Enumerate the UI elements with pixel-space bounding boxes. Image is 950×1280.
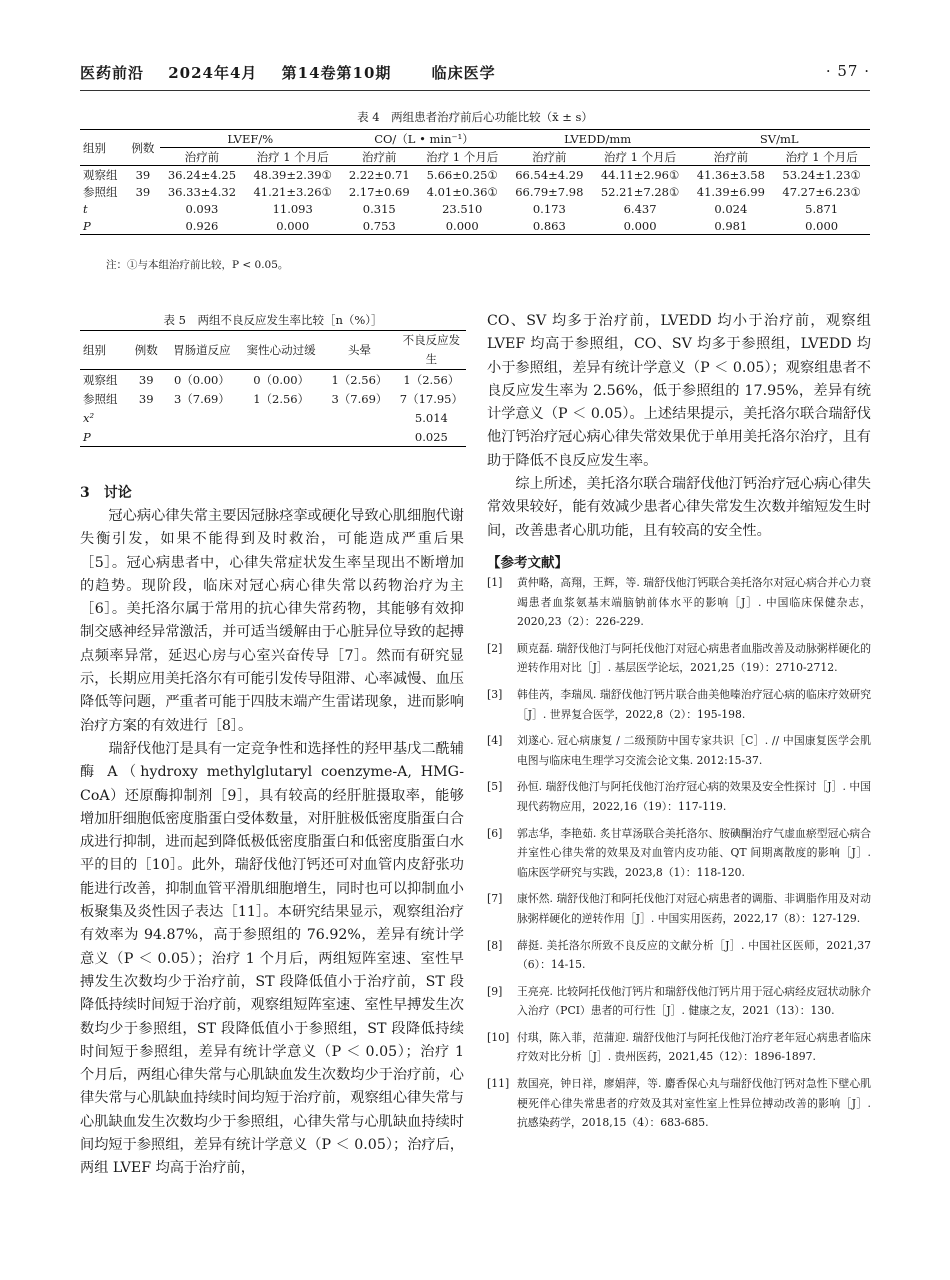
table-cell (126, 217, 159, 235)
table-cell: 0.093 (185, 201, 219, 216)
table-cell: P (80, 427, 129, 447)
paragraph: 冠心病心律失常主要因冠脉痉挛或硬化导致心肌细胞代谢失衡引发，如果不能得到及时救治，可能造成严重后果［5］。冠心病患者中，心律失常症状发生率呈现出不断增加的趋势。现阶段，临床对冠心病心律失常以药物治疗为主［6］。美托洛尔属于常用的抗心律失常药物，其能够有效抑制交感神经异常激活，并可适当缓解由于心脏异位导致的起搏点频率异常，延迟心房与心室兴奋传导［7］。然而有研究显示，长期应用美托洛尔有可能引发传导阻滞、心率减慢、血压降低等问题，严重者可能于四肢末端产生雷诺现象，进而影响治疗方案的有效进行［8］。 (80, 508, 464, 734)
reference-text: 韩佳芮，李瑞凤. 瑞舒伐他汀钙片联合曲美他嗪治疗冠心病的临床疗效研究［J］. 世界复合医学，2022,8（2）：195-198. (517, 687, 871, 721)
reference-number: [8] (487, 938, 503, 952)
table-cell: 66.54±4.29 (515, 167, 584, 182)
table-cell: 1（2.56） (403, 372, 460, 387)
reference-item (487, 982, 871, 1021)
table-cell: 39 (135, 184, 151, 199)
table-cell (164, 427, 240, 447)
table-cell: P (80, 217, 126, 235)
table-cell: 23.510 (442, 201, 483, 216)
table-row (80, 217, 870, 235)
table-cell: 1（2.56） (253, 391, 310, 406)
table-cell: 48.39±2.39① (253, 167, 332, 182)
reference-item (487, 936, 871, 975)
table-cell: 41.21±3.26① (253, 184, 332, 199)
table-row (80, 389, 466, 408)
table-cell (126, 200, 159, 217)
reference-text: 薛挺. 美托洛尔所致不良反应的文献分析［J］. 中国社区医师，2021,37（6）：14-15. (517, 938, 871, 972)
table-cell: 参照组 (83, 184, 118, 199)
table-cell: 0.000 (244, 217, 341, 235)
table-cell (322, 427, 397, 447)
table5-header: 头晕 (322, 331, 397, 370)
table-cell: 6.437 (623, 201, 657, 216)
table-cell: 观察组 (83, 167, 118, 182)
table-cell (164, 408, 240, 427)
reference-item (487, 824, 871, 883)
table-cell: 0.753 (341, 217, 417, 235)
table-cell: 0.000 (773, 217, 870, 235)
table-cell: 66.79±7.98 (515, 184, 584, 199)
paragraph: 瑞舒伐他汀是具有一定竞争性和选择性的羟甲基戊二酰辅酶 A（hydroxy methylglutaryl coenzyme-A, HMG-CoA）还原酶抑制剂［9］，具有较高的经肝脏摄取率，能够增加肝细胞低密度脂蛋白受体数量，对肝脏极低密度脂蛋白合成进行抑制，进而起到降低极低密度脂蛋白和低密度脂蛋白水平的目的［10］。此外，瑞舒伐他汀钙还可对血管内皮舒张功能进行改善，抑制血管平滑肌细胞增生，同时也可以抑制血小板聚集及炎性因子表达［11］。本研究结果显示，观察组治疗有效率为 94.87%，高于参照组的 76.92%，差异有统计学意义（P ＜ 0.05）；治疗 1 个月后，两组短阵室速、室性早搏发生次数均少于治疗前，ST 段降低值小于治疗前，ST 段降低持续时间短于治疗前，观察组短阵室速、室性早搏发生次数均少于参照组，ST 段降低值小于参照组，ST 段降低持续时间短于参照组，差异有统计学意义（P ＜ 0.05）；治疗 1 个月后，两组心律失常与心肌缺血发生次数均少于治疗前，心律失常与心肌缺血持续时间均短于治疗前，观察组心律失常与心肌缺血发生次数均少于参照组，心律失常与心肌缺血持续时间均短于参照组，差异有统计学意义（P ＜ 0.05）；治疗后，两组 LVEF 均高于治疗前， (80, 740, 464, 1177)
table-row (80, 370, 466, 390)
reference-number: [2] (487, 641, 503, 655)
issue-date: 2024年4月 (168, 64, 258, 82)
discussion-right-column (487, 310, 871, 543)
reference-text: 郭志华，李艳茹. 炙甘草汤联合美托洛尔、胺碘酮治疗气虚血瘀型冠心病合并室性心律失常的效果及对血管内皮功能、QT 间期离散度的影响［J］. 临床医学研究与实践，2023,8（1）：118-120. (517, 826, 871, 879)
table-cell: 44.11±2.96① (600, 167, 680, 182)
reference-text: 付琪，陈入菲，范蒲迎. 瑞舒伐他汀与阿托伐他汀治疗老年冠心病患者临床疗效对比分析［J］. 贵州医药，2021,45（12）：1896-1897. (517, 1030, 871, 1064)
reference-number: [5] (487, 780, 503, 794)
table-cell: 0（0.00） (173, 372, 230, 387)
table-cell: 5.871 (805, 201, 839, 216)
table-cell: 0.000 (592, 217, 689, 235)
reference-number: [9] (487, 984, 503, 998)
table-cell: 0.863 (507, 217, 592, 235)
table-cell (129, 408, 164, 427)
header-rule (80, 90, 870, 91)
table4-header-metric: SV/mL (688, 130, 870, 148)
table-cell: 39 (135, 167, 151, 182)
reference-item (487, 573, 871, 632)
reference-item (487, 685, 871, 724)
reference-item (487, 777, 871, 816)
section-title: 3 讨论 (80, 485, 132, 501)
table-cell (240, 427, 322, 447)
reference-number: [10] (487, 1030, 510, 1044)
table-cell: 36.24±4.25 (167, 167, 237, 182)
paragraph: 综上所述，美托洛尔联合瑞舒伐他汀钙治疗冠心病心律失常效果较好，能有效减少患者心律失常发生次数并缩短发生时间，改善患者心肌功能，且有较高的安全性。 (487, 476, 871, 539)
reference-text: 康怀然. 瑞舒伐他汀和阿托伐他汀对冠心病患者的调脂、非调脂作用及对动脉粥样硬化的逆转作用［J］. 中国实用医药，2022,17（8）：127-129. (517, 892, 871, 925)
table-cell: 1（2.56） (331, 372, 388, 387)
table4-header-metric: CO/（L • min⁻¹） (341, 130, 507, 148)
table-cell: 0.926 (160, 217, 245, 235)
reference-text: 敖国亮，钟日祥，廖娟萍，等. 麝香保心丸与瑞舒伐他汀钙对急性下壁心肌梗死伴心律失常患者的疗效及其对室性室上性异位搏动改善的影响［J］. 抗感染药学，2018,15（4）：683-685. (517, 1077, 871, 1130)
table-cell: 0（0.00） (253, 372, 310, 387)
table-cell: 5.66±0.25① (426, 167, 498, 182)
table-cell: t (83, 201, 88, 216)
table-cell: 11.093 (272, 201, 313, 216)
reference-text: 刘遂心. 冠心病康复 / 二级预防中国专家共识［C］. // 中国康复医学会肌电图与临床电生理学习交流会论文集. 2012:15-37. (517, 734, 871, 767)
table4-caption: 表 4 两组患者治疗前后心功能比较（x̄ ± s） (357, 110, 593, 124)
table-row (80, 427, 466, 447)
table-cell: x² (83, 410, 95, 425)
table4 (80, 129, 870, 235)
table-cell (129, 427, 164, 447)
table5-caption: 表 5 两组不良反应发生率比较［n（%）］ (163, 313, 383, 327)
table5-header: 组别 (80, 331, 129, 370)
discussion-left-column (80, 505, 464, 1181)
table-cell: 0.000 (418, 217, 507, 235)
table-cell (240, 408, 322, 427)
reference-number: [6] (487, 826, 503, 840)
table-cell: 0.315 (362, 201, 396, 216)
reference-number: [7] (487, 892, 503, 906)
table-cell: 2.17±0.69 (348, 184, 410, 199)
references-title: 【参考文献】 (487, 555, 568, 571)
table4-subheader: 治疗前 (688, 148, 773, 166)
table-row (80, 183, 870, 200)
table4-subheader: 治疗 1 个月后 (244, 148, 341, 166)
table4-header-group: 组别 (80, 130, 126, 166)
table5-header: 不良反应发生 (397, 331, 466, 370)
table-cell: 3（7.69） (173, 391, 230, 406)
table4-subheader: 治疗 1 个月后 (418, 148, 507, 166)
page-number: · 57 · (825, 62, 870, 80)
table-cell: 41.39±6.99 (696, 184, 765, 199)
table-cell: 39 (138, 372, 154, 387)
table4-header-metric: LVEDD/mm (507, 130, 689, 148)
table4-subheader: 治疗前 (341, 148, 417, 166)
table5-header: 例数 (129, 331, 164, 370)
table-cell: 39 (138, 391, 154, 406)
table5-header: 窦性心动过缓 (240, 331, 322, 370)
table4-subheader: 治疗前 (507, 148, 592, 166)
volume-issue: 第14卷第10期 (281, 64, 392, 82)
table-row (80, 166, 870, 184)
table4-header-n: 例数 (126, 130, 159, 166)
table4-subheader: 治疗前 (160, 148, 245, 166)
table4-note: 注：①与本组治疗前比较，P < 0.05。 (106, 259, 289, 271)
reference-number: [1] (487, 576, 503, 589)
table5 (80, 330, 466, 447)
table-row (80, 200, 870, 217)
paragraph: CO、SV 均多于治疗前，LVEDD 均小于治疗前，观察组 LVEF 均高于参照组，CO、SV 均多于参照组，LVEDD 均小于参照组，差异有统计学意义（P ＜ 0.05）；观察组患者不良反应发生率为 2.56%，低于参照组的 17.95%，差异有统计学意义（P ＜ 0.05）。上述结果提示，美托洛尔联合瑞舒伐他汀钙治疗冠心病心律失常效果优于单用美托洛尔治疗，且有助于降低不良反应发生率。 (487, 313, 871, 469)
table4-subheader: 治疗 1 个月后 (773, 148, 870, 166)
table-cell: 参照组 (83, 391, 118, 406)
journal-name: 医药前沿 (80, 64, 145, 82)
reference-number: [11] (487, 1077, 510, 1091)
reference-item (487, 639, 871, 678)
table-row (80, 408, 466, 427)
reference-number: [4] (487, 734, 503, 748)
reference-item (487, 731, 871, 770)
reference-number: [3] (487, 687, 503, 701)
table-cell: 52.21±7.28① (600, 184, 680, 199)
reference-text: 黄仲略，高翔，王辉，等. 瑞舒伐他汀钙联合美托洛尔对冠心病合并心力衰竭患者血浆氨基末端脑钠前体水平的影响［J］. 中国临床保健杂志，2020,23（2）：226-229. (517, 576, 871, 629)
table-cell: 4.01±0.36① (426, 184, 498, 199)
reference-text: 顾克磊. 瑞舒伐他汀与阿托伐他汀对冠心病患者血脂改善及动脉粥样硬化的逆转作用对比［J］. 基层医学论坛，2021,25（19）：2710-2712. (517, 641, 871, 675)
table4-header-metric: LVEF/% (160, 130, 342, 148)
reference-item (487, 1074, 871, 1133)
table-cell: 0.024 (714, 201, 748, 216)
table-cell: 0.981 (688, 217, 773, 235)
reference-item (487, 1028, 871, 1067)
references-list (487, 573, 871, 1140)
table-cell: 53.24±1.23① (782, 167, 861, 182)
reference-text: 王亮亮. 比较阿托伐他汀钙片和瑞舒伐他汀钙片用于冠心病经皮冠状动脉介入治疗（PCI）患者的可行性［J］. 健康之友，2021（13）：130. (517, 984, 871, 1018)
reference-text: 孙恒. 瑞舒伐他汀与阿托伐他汀治疗冠心病的效果及安全性探讨［J］. 中国现代药物应用，2022,16（19）：117-119. (517, 780, 871, 813)
table4-subheader: 治疗 1 个月后 (592, 148, 689, 166)
section-name: 临床医学 (431, 64, 496, 82)
running-head (80, 62, 870, 86)
table-cell: 36.33±4.32 (167, 184, 237, 199)
table-cell: 0.173 (532, 201, 566, 216)
table5-header: 胃肠道反应 (164, 331, 240, 370)
table-cell: 2.22±0.71 (348, 167, 410, 182)
table-cell: 5.014 (414, 410, 448, 425)
table-cell: 3（7.69） (331, 391, 388, 406)
table-cell: 47.27±6.23① (782, 184, 861, 199)
reference-item (487, 889, 871, 928)
table-cell: 0.025 (397, 427, 466, 447)
table-cell: 7（17.95） (399, 391, 463, 406)
table-cell: 观察组 (83, 372, 118, 387)
table-cell (322, 408, 397, 427)
table-cell: 41.36±3.58 (696, 167, 765, 182)
